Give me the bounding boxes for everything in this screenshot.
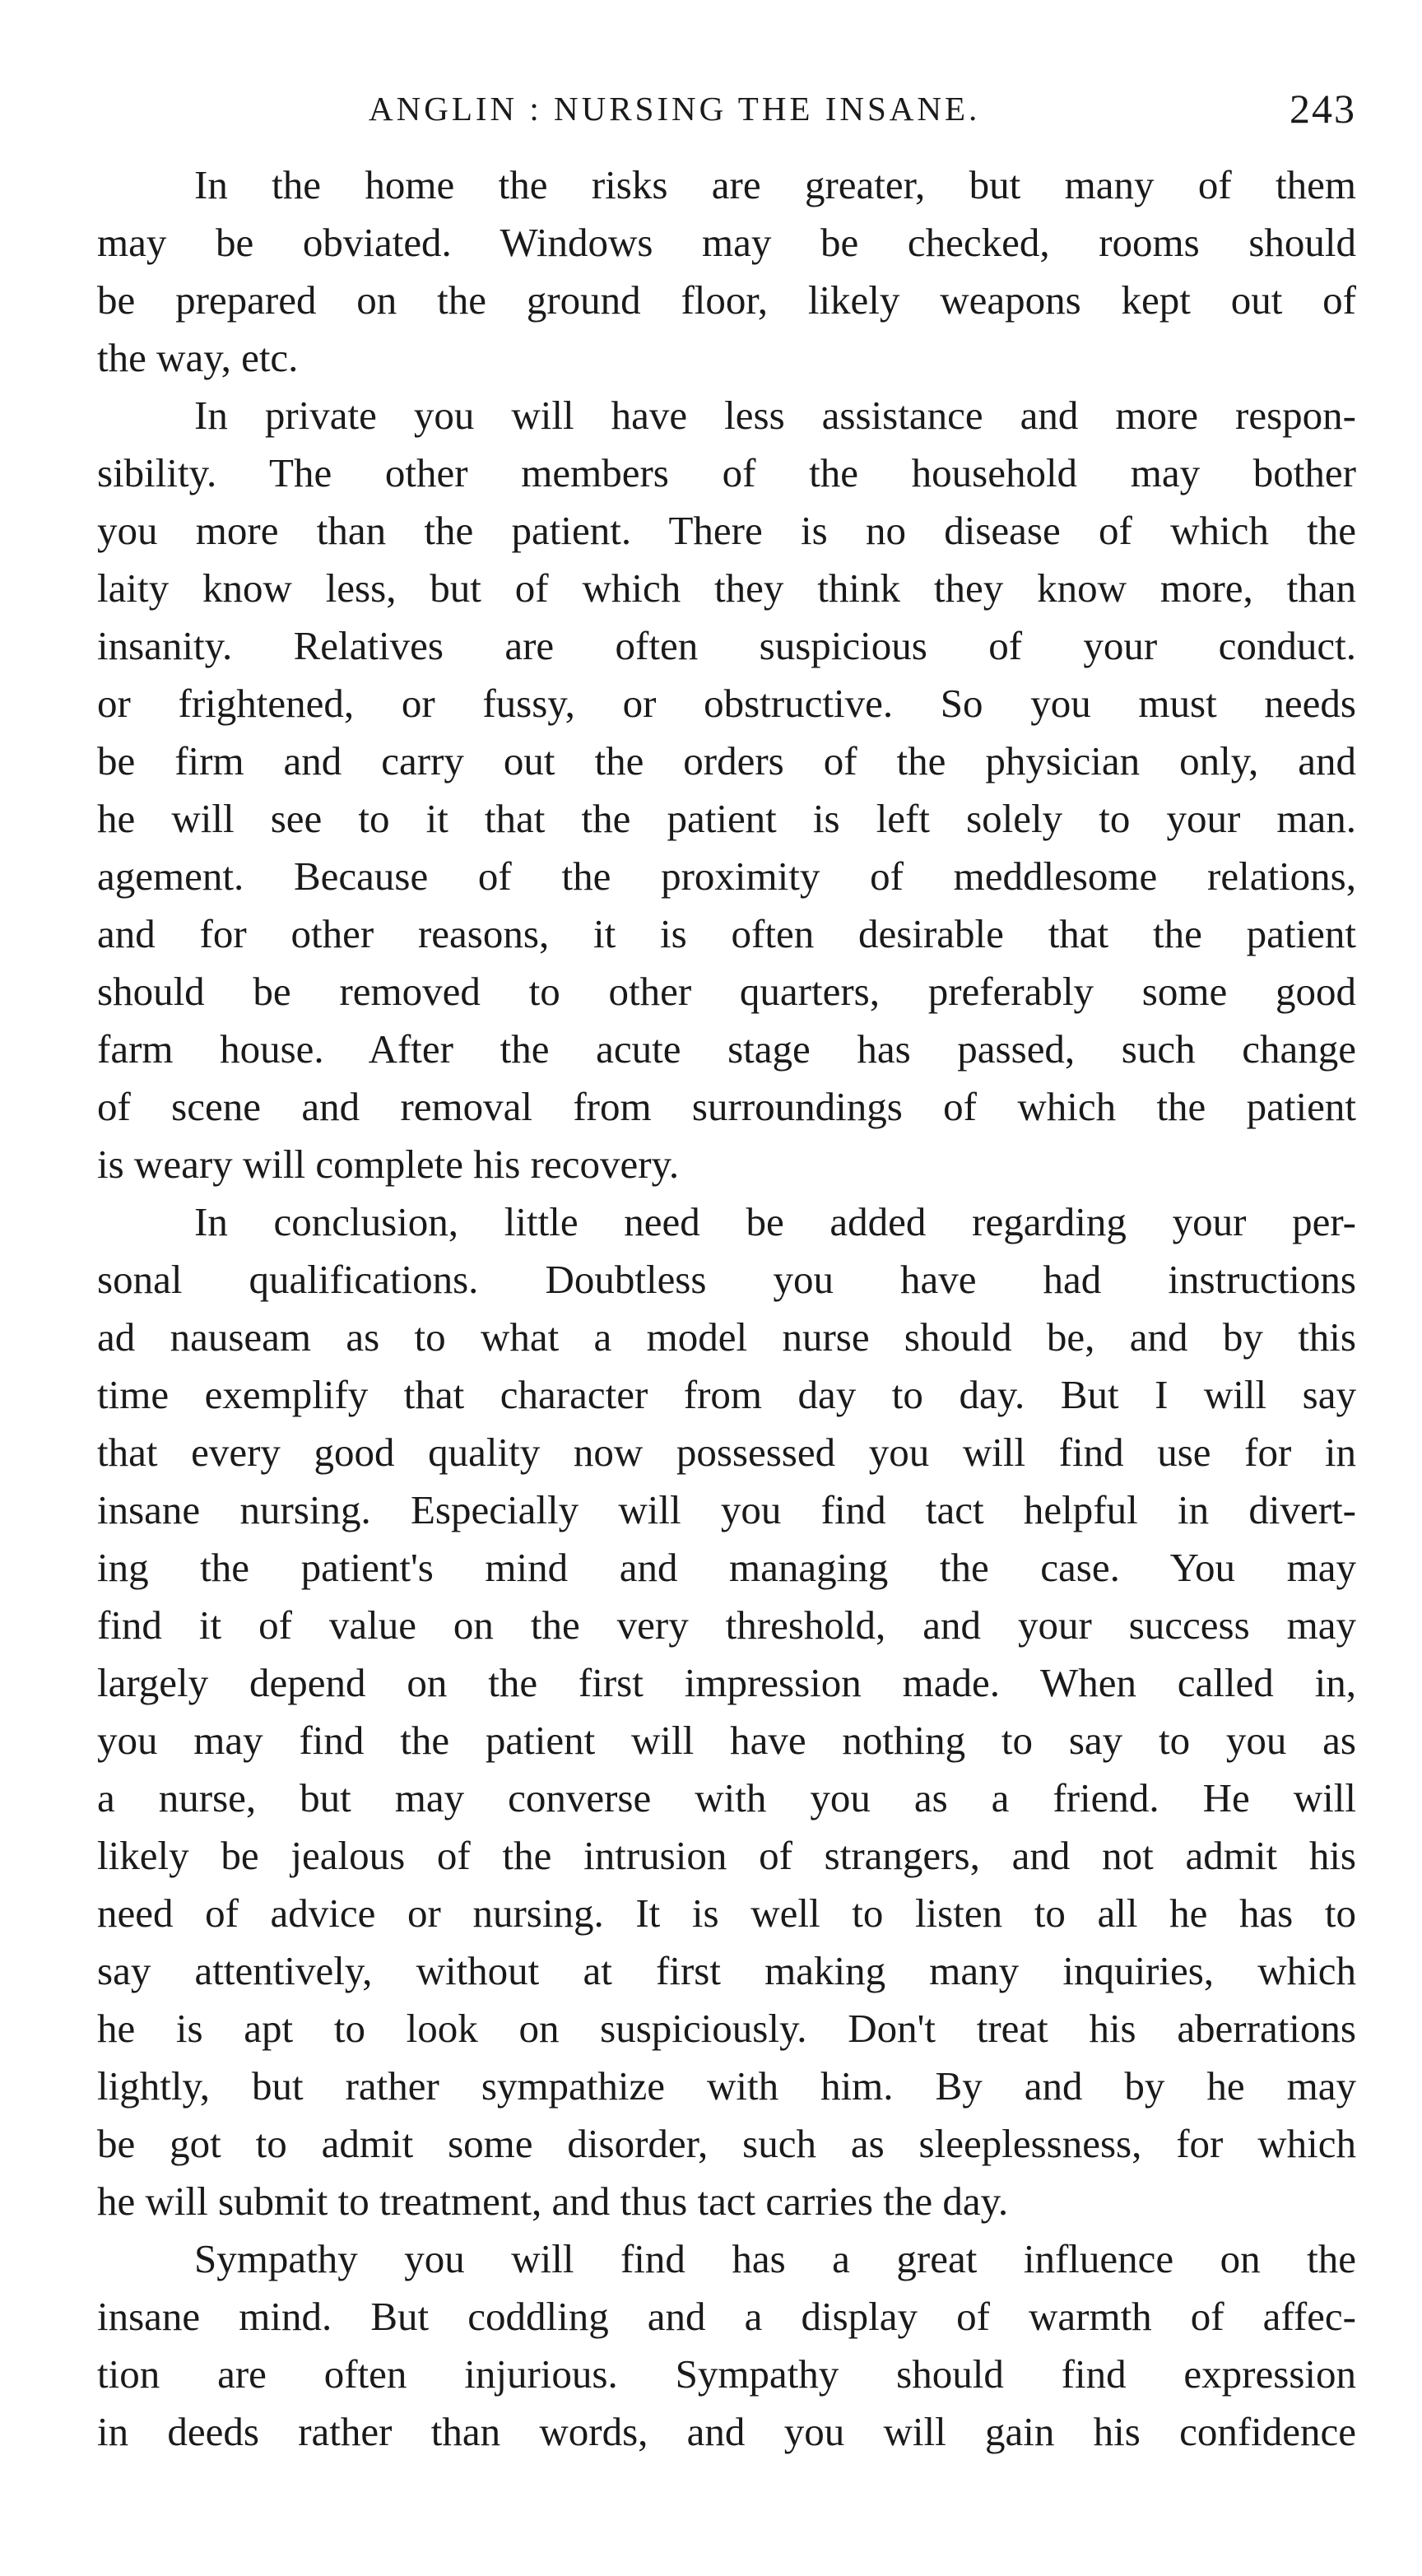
text-line: find it of value on the very threshold, and your success may [97, 1602, 1356, 1648]
text-line: be prepared on the ground floor, likely weapons kept out of [97, 277, 1356, 323]
text-line: time exemplify that character from day to day. But I will say [97, 1372, 1356, 1417]
text-line: in deeds rather than words, and you will gain his confidence [97, 2409, 1356, 2454]
text-line: In the home the risks are greater, but many of them [194, 162, 1356, 207]
text-line: insane nursing. Especially will you find tact helpful in divert- [97, 1487, 1356, 1532]
text-line: that every good quality now possessed you will find use for in [97, 1430, 1356, 1475]
page-number: 243 [1290, 86, 1356, 132]
text-line: he will submit to treatment, and thus tact carries the day. [97, 2178, 1009, 2224]
text-line: ad nauseam as to what a model nurse should be, and by this [97, 1314, 1356, 1360]
text-line: be got to admit some disorder, such as sleeplessness, for which [97, 2121, 1356, 2166]
text-line: In private you will have less assistance and more respon- [194, 393, 1356, 438]
text-line: or frightened, or fussy, or obstructive. So you must needs [97, 681, 1356, 726]
text-line: tion are often injurious. Sympathy should find expression [97, 2351, 1356, 2397]
text-line: laity know less, but of which they think they know more, than [97, 565, 1356, 611]
text-line: a nurse, but may converse with you as a friend. He will [97, 1775, 1356, 1820]
text-line: may be obviated. Windows may be checked, rooms should [97, 220, 1356, 265]
text-line: is weary will complete his recovery. [97, 1142, 680, 1187]
text-line: the way, etc. [97, 335, 299, 380]
text-line: say attentively, without at first making many inquiries, which [97, 1948, 1356, 1993]
text-line: lightly, but rather sympathize with him. By and by he may [97, 2063, 1356, 2109]
text-line: need of advice or nursing. It is well to listen to all he has to [97, 1890, 1356, 1936]
text-line: In conclusion, little need be added regarding your per- [194, 1199, 1356, 1244]
text-line: sonal qualifications. Doubtless you have had instructions [97, 1257, 1356, 1302]
running-head [97, 76, 1356, 142]
text-line: insanity. Relatives are often suspicious of your conduct. [97, 623, 1356, 668]
text-line: you more than the patient. There is no disease of which the [97, 508, 1356, 553]
text-line: agement. Because of the proximity of meddlesome relations, [97, 853, 1356, 899]
text-line: he is apt to look on suspiciously. Don't treat his aberrations [97, 2006, 1356, 2051]
body-text [97, 156, 1356, 2461]
text-line: sibility. The other members of the household may bother [97, 450, 1356, 495]
text-line: be firm and carry out the orders of the physician only, and [97, 738, 1356, 783]
text-line: of scene and removal from surroundings of which the patient [97, 1084, 1356, 1129]
text-line: insane mind. But coddling and a display of warmth of affec- [97, 2294, 1356, 2339]
text-line: likely be jealous of the intrusion of strangers, and not admit his [97, 1833, 1356, 1878]
text-line: ing the patient's mind and managing the case. You may [97, 1545, 1356, 1590]
running-title: ANGLIN : NURSING THE INSANE. [369, 90, 981, 128]
text-line: and for other reasons, it is often desirable that the patient [97, 911, 1356, 956]
text-line: he will see to it that the patient is left solely to your man. [97, 796, 1356, 841]
text-line: largely depend on the first impression made. When called in, [97, 1660, 1356, 1705]
text-line: Sympathy you will find has a great influence on the [194, 2236, 1356, 2281]
text-line: should be removed to other quarters, preferably some good [97, 969, 1356, 1014]
text-line: farm house. After the acute stage has passed, such change [97, 1026, 1356, 1072]
text-line: you may find the patient will have nothing to say to you as [97, 1718, 1356, 1763]
